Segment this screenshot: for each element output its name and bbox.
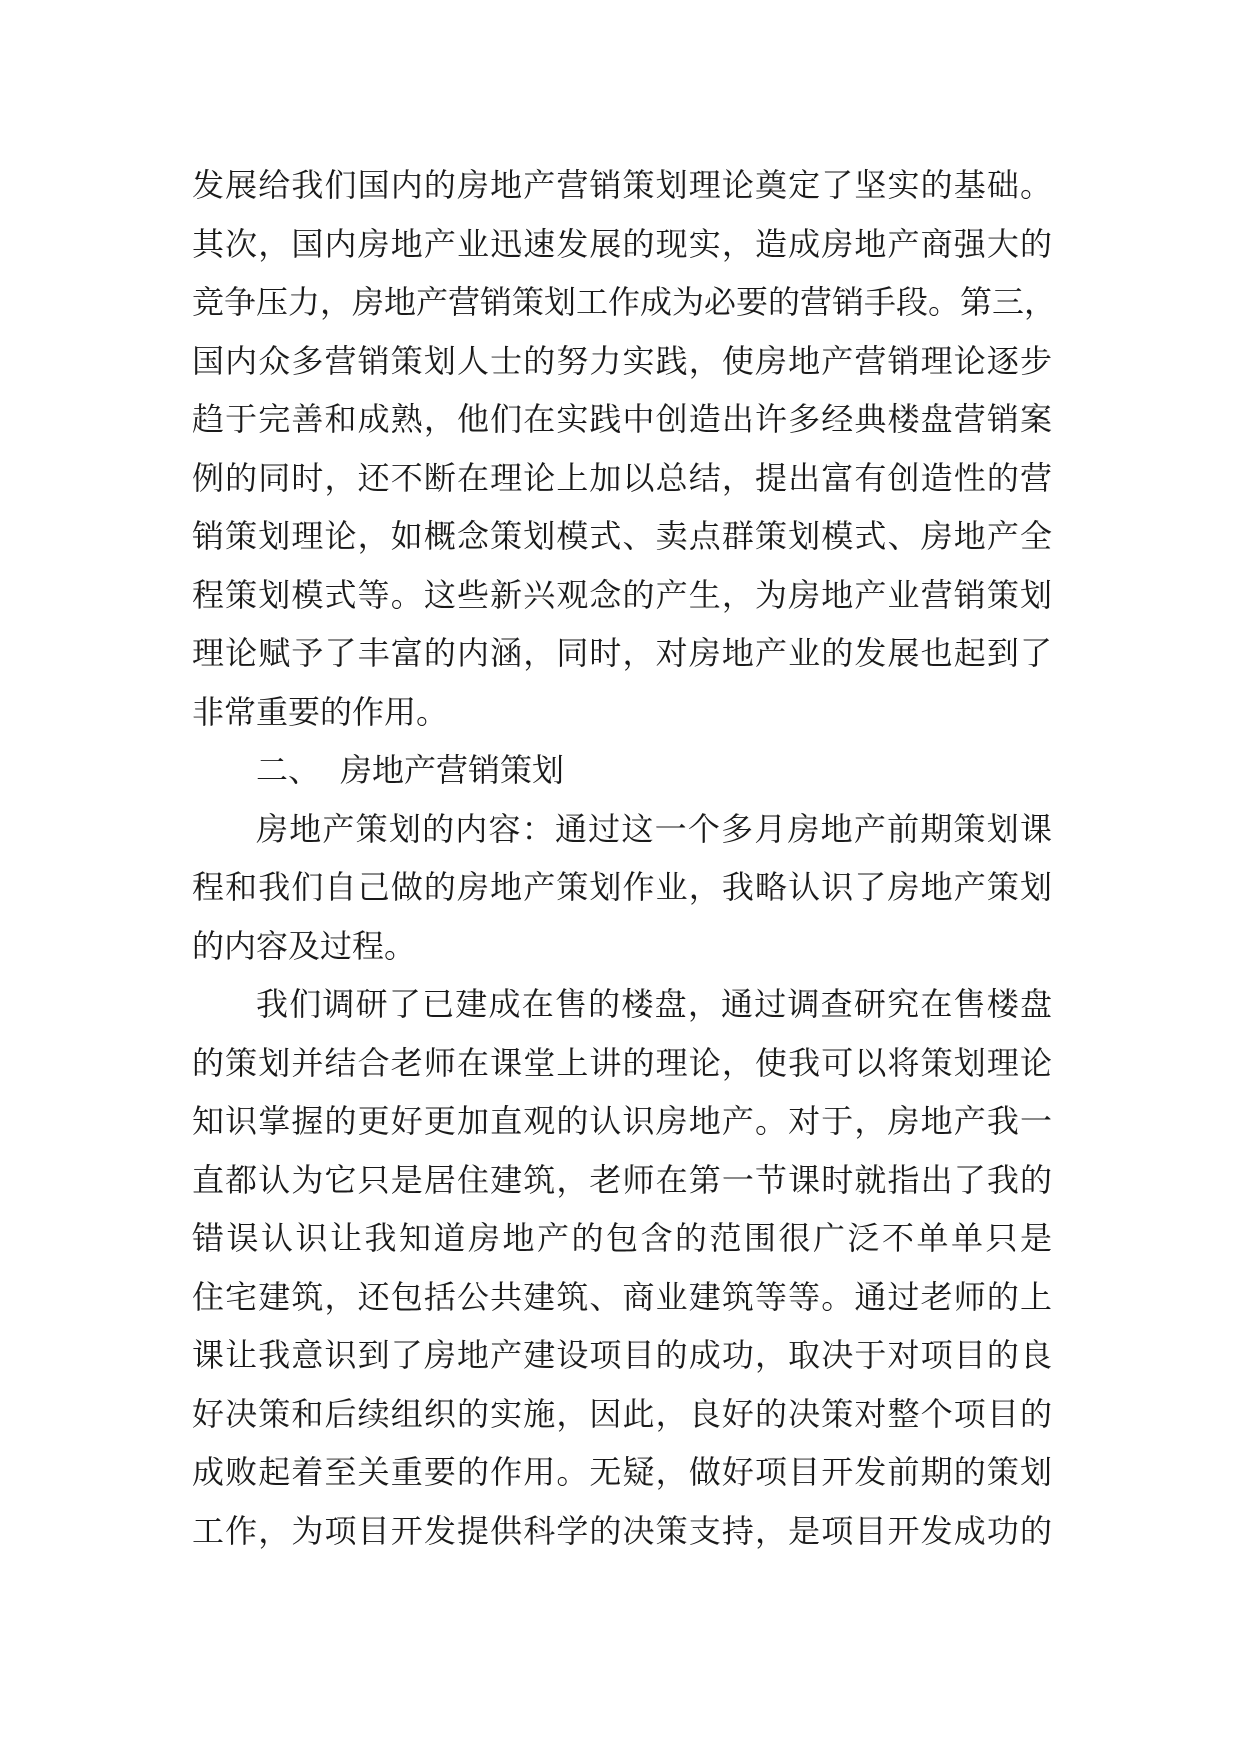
text-line: 国内众多营销策划人士的努力实践，使房地产营销理论逐步 [192, 341, 1052, 380]
text-line: 发展给我们国内的房地产营销策划理论奠定了坚实的基础。 [192, 166, 1052, 204]
paragraph-2 [192, 800, 1052, 976]
paragraph-3 [192, 975, 1052, 1560]
text-line: 知识掌握的更好更加直观的认识房地产。对于，房地产我一 [192, 1102, 1052, 1140]
text-line: 趋于完善和成熟，他们在实践中创造出许多经典楼盘营销案 [192, 400, 1052, 438]
text-line: 程策划模式等。这些新兴观念的产生，为房地产业营销策划 [192, 575, 1052, 614]
text-line: 程和我们自己做的房地产策划作业，我略认识了房地产策划 [192, 868, 1052, 906]
text-line: 好决策和后续组织的实施，因此，良好的决策对整个项目的 [192, 1394, 1052, 1433]
section-number: 二、 [256, 751, 321, 789]
text-line: 的内容及过程。 [192, 926, 417, 965]
text-line: 成败起着至关重要的作用。无疑，做好项目开发前期的策划 [192, 1453, 1052, 1491]
section-title: 房地产营销策划 [340, 751, 565, 789]
text-line: 理论赋予了丰富的内涵，同时，对房地产业的发展也起到了 [192, 634, 1052, 672]
paragraph-1 [192, 156, 1057, 741]
text-line: 例的同时，还不断在理论上加以总结，提出富有创造性的营 [192, 458, 1052, 497]
text-line: 非常重要的作用。 [192, 692, 449, 731]
document-body [192, 156, 1057, 1560]
text-line: 竞争压力，房地产营销策划工作成为必要的营销手段。第三， [192, 283, 1057, 321]
text-line: 住宅建筑，还包括公共建筑、商业建筑等等。通过老师的上 [192, 1277, 1052, 1316]
text-line: 房地产策划的内容：通过这一个多月房地产前期策划课 [256, 809, 1052, 848]
text-line: 直都认为它只是居住建筑，老师在第一节课时就指出了我的 [192, 1160, 1052, 1199]
text-line: 销策划理论，如概念策划模式、卖点群策划模式、房地产全 [192, 517, 1052, 555]
text-line: 工作，为项目开发提供科学的决策支持，是项目开发成功的 [192, 1511, 1052, 1550]
section-heading [192, 741, 1052, 800]
text-line: 的策划并结合老师在课堂上讲的理论，使我可以将策划理论 [192, 1043, 1052, 1082]
text-line: 其次，国内房地产业迅速发展的现实，造成房地产商强大的 [192, 224, 1052, 263]
text-line: 我们调研了已建成在售的楼盘，通过调查研究在售楼盘 [256, 985, 1052, 1023]
text-line: 课让我意识到了房地产建设项目的成功，取决于对项目的良 [192, 1336, 1052, 1374]
text-line: 错误认识让我知道房地产的包含的范围很广泛不单单只是 [192, 1219, 1052, 1257]
